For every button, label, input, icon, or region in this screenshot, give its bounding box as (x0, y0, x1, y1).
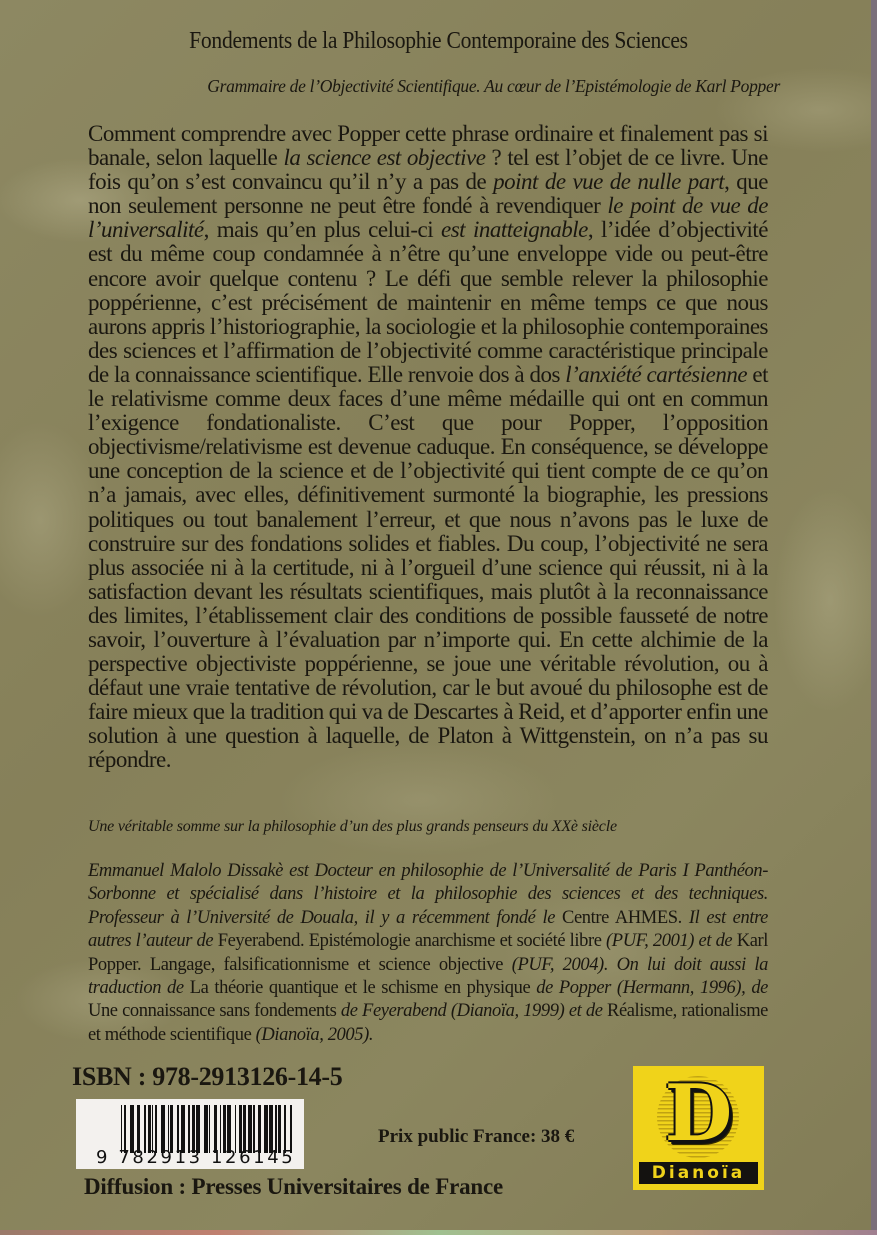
isbn-label: ISBN : 978-2913126-14-5 (72, 1062, 343, 1091)
summary-paragraph: Comment comprendre avec Popper cette phrase ordinaire et finalement pas si banale, selon laquelle la science est objective ? tel est l’objet de ce livre. Une fois qu’on s’est convaincu qu’il n’y a pas de point de vue de nulle part, que non seulement personne ne peut être fondé à revendiquer le point de vue de l’universalité, mais qu’en plus celui-ci est inatteignable, l’idée d’objectivité est du même coup condamnée à n’être qu’une enveloppe vide ou peut-être encore avoir quelque contenu ? Le défi que semble relever la philosophie poppérienne, c’est précisément de maintenir en même temps ce que nous aurons appris l’historiographie, la sociologie et la philosophie contemporaines des sciences et l’affirmation de l’objectivité comme caractéristique principale de la connaissance scientifique. Elle renvoie dos à dos l’anxiété cartésienne et le relativisme comme deux faces d’une même médaille qui ont en commun l’exigence fondationaliste. C’est que pour Popper, l’opposition objectivisme/relativisme est devenue caduque. En conséquence, se développe une conception de la science et de l’objectivité qui tient compte de ce qu’on n’a jamais, avec elles, définitivement surmonté la biographie, les pressions politiques ou tout banalement l’erreur, et que nous n’avons pas le luxe de construire sur des fondations solides et fiables. Du coup, l’objectivité ne sera plus associée ni à la certitude, ni à l’orgueil d’une science qui réussit, ni à la satisfaction devant les résultats scientifiques, mais plutôt à la reconnaissance des limites, l’établissement clair des conditions de possible fausseté de notre savoir, l’ouverture à l’évaluation par n’importe qui. En cette alchimie de la perspective objectiviste poppérienne, se joue une véritable révolution, ou à défaut une vraie tentative de révolution, car le but avoué du philosophe est de faire mieux que la tradition qui va de Descartes à Reid, et d’apporter enfin une solution à une question à laquelle, de Platon à Wittgenstein, on n’a pas su répondre. (88, 121, 768, 773)
barcode-bars (121, 1105, 296, 1153)
tagline: Une véritable somme sur la philosophie d’un des plus grands penseurs du XXè siècle (88, 818, 617, 835)
publisher-logo (633, 1066, 764, 1190)
price-label: Prix public France: 38 € (378, 1126, 575, 1147)
scan-edge (0, 1230, 877, 1235)
author-bio-paragraph: Emmanuel Malolo Dissakè est Docteur en philosophie de l’Universalité de Paris I Panthéon-Sorbonne et spécialisé dans l’histoire et la philosophie des sciences et des techniques. Professeur à l’Université de Douala, il y a récemment fondé le Centre AHMES. Il est entre autres l’auteur de Feyerabend. Epistémologie anarchisme et société libre (PUF, 2001) et de Karl Popper. Langage, falsificationnisme et science objective (PUF, 2004). On lui doit aussi la traduction de La théorie quantique et le schisme en physique de Popper (Hermann, 1996), de Une connaissance sans fondements de Feyerabend (Dianoïa, 1999) et de Réalisme, rationalisme et méthode scientifique (Dianoïa, 2005). (88, 861, 769, 1045)
series-title: Fondements de la Philosophie Contemporaine des Sciences (189, 28, 688, 54)
barcode (76, 1099, 304, 1169)
distribution-label: Diffusion : Presses Universitaires de France (84, 1174, 503, 1199)
book-subtitle: Grammaire de l’Objectivité Scientifique. Au cœur de l’Epistémologie de Karl Popper (207, 76, 780, 96)
barcode-digits: 9 782913 126145 (96, 1147, 296, 1168)
author-bio (88, 860, 768, 1047)
summary-text (88, 122, 768, 773)
publisher-name: Dianoïa (639, 1162, 758, 1184)
cover-edge (871, 0, 877, 1235)
logo-letter: D (664, 1068, 733, 1159)
